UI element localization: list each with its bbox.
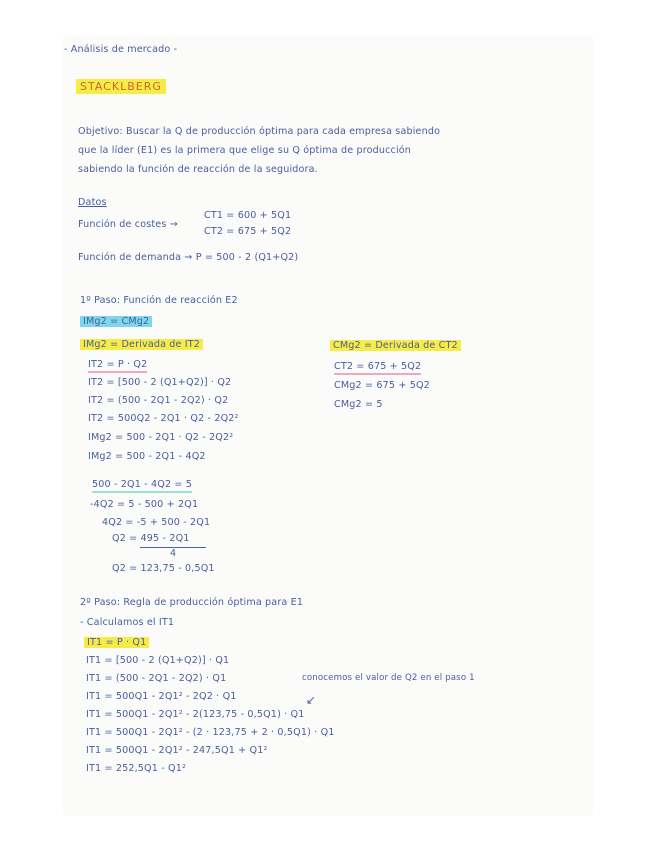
paso2-line-3: IT1 = 500Q1 - 2Q1² - 2Q2 · Q1 (86, 691, 237, 702)
cmg-header-text: CMg2 = Derivada de CT2 (330, 340, 461, 351)
datos-label: Datos (78, 197, 107, 208)
notebook-page (64, 37, 592, 815)
left-line-6: IMg2 = 500 - 2Q1 - 4Q2 (88, 451, 206, 462)
paso2-line-2: IT1 = (500 - 2Q1 - 2Q2) · Q1 (86, 673, 227, 684)
solve-line-1: -4Q2 = 5 - 500 + 2Q1 (90, 499, 199, 510)
page-header: - Análisis de mercado - (64, 44, 178, 55)
left-line-2: IT2 = [500 - 2 (Q1+Q2)] · Q2 (88, 377, 232, 388)
paso1-condition (80, 316, 152, 327)
solve-header: 500 - 2Q1 - 4Q2 = 5 (92, 479, 192, 493)
paso2-line-4: IT1 = 500Q1 - 2Q1² - 2(123,75 - 0,5Q1) · Q1 (86, 709, 305, 720)
paso2-line-5: IT1 = 500Q1 - 2Q1² - (2 · 123,75 + 2 · 0,5Q1) · Q1 (86, 727, 335, 738)
objective-line-3: sabiendo la función de reacción de la seguidora. (78, 164, 318, 175)
paso2-line-7: IT1 = 252,5Q1 - Q1² (86, 763, 186, 774)
paso2-line-6: IT1 = 500Q1 - 2Q1² - 247,5Q1 + Q1² (86, 745, 268, 756)
demanda-equation: Función de demanda → P = 500 - 2 (Q1+Q2) (78, 252, 299, 263)
ct1-equation: CT1 = 600 + 5Q1 (204, 210, 292, 221)
paso2-calc-label: - Calculamos el IT1 (80, 617, 175, 628)
solve-line-3: Q2 = 495 - 2Q1 (112, 533, 190, 544)
note-arrow-icon: ↙ (306, 693, 317, 707)
objective-line-1: Objetivo: Buscar la Q de producción óptima para cada empresa sabiendo (78, 126, 441, 137)
right-column-header (330, 340, 461, 351)
paso2-title: 2º Paso: Regla de producción óptima para E1 (80, 597, 304, 608)
paso2-note: conocemos el valor de Q2 en el paso 1 (302, 673, 475, 683)
left-line-3: IT2 = (500 - 2Q1 - 2Q2) · Q2 (88, 395, 229, 406)
it1-header-text: IT1 = P · Q1 (84, 637, 149, 648)
right-line-3: CMg2 = 5 (334, 399, 383, 410)
paso1-title: 1º Paso: Función de reacción E2 (80, 295, 238, 306)
paso2-header (84, 637, 149, 648)
left-column-header (80, 339, 203, 350)
imgs-header-text: IMg2 = Derivada de IT2 (80, 339, 203, 350)
solve-denominator: 4 (170, 548, 177, 559)
paso2-line-1: IT1 = [500 - 2 (Q1+Q2)] · Q1 (86, 655, 230, 666)
costes-label: Función de costes → (78, 219, 178, 230)
right-line-2: CMg2 = 675 + 5Q2 (334, 380, 430, 391)
objective-line-2: que la líder (E1) es la primera que elige su Q óptima de producción (78, 145, 412, 156)
ct2-equation: CT2 = 675 + 5Q2 (204, 226, 292, 237)
page-title (76, 79, 166, 94)
left-line-4: IT2 = 500Q2 - 2Q1 · Q2 - 2Q2² (88, 413, 239, 424)
title-text: STACKLBERG (76, 79, 166, 94)
right-line-1: CT2 = 675 + 5Q2 (334, 361, 421, 375)
left-line-1: IT2 = P · Q2 (88, 359, 147, 373)
solve-line-2: 4Q2 = -5 + 500 - 2Q1 (102, 517, 211, 528)
solve-result: Q2 = 123,75 - 0,5Q1 (112, 563, 215, 574)
condition-text: IMg2 = CMg2 (80, 316, 152, 327)
left-line-5: IMg2 = 500 - 2Q1 · Q2 - 2Q2² (88, 432, 234, 443)
